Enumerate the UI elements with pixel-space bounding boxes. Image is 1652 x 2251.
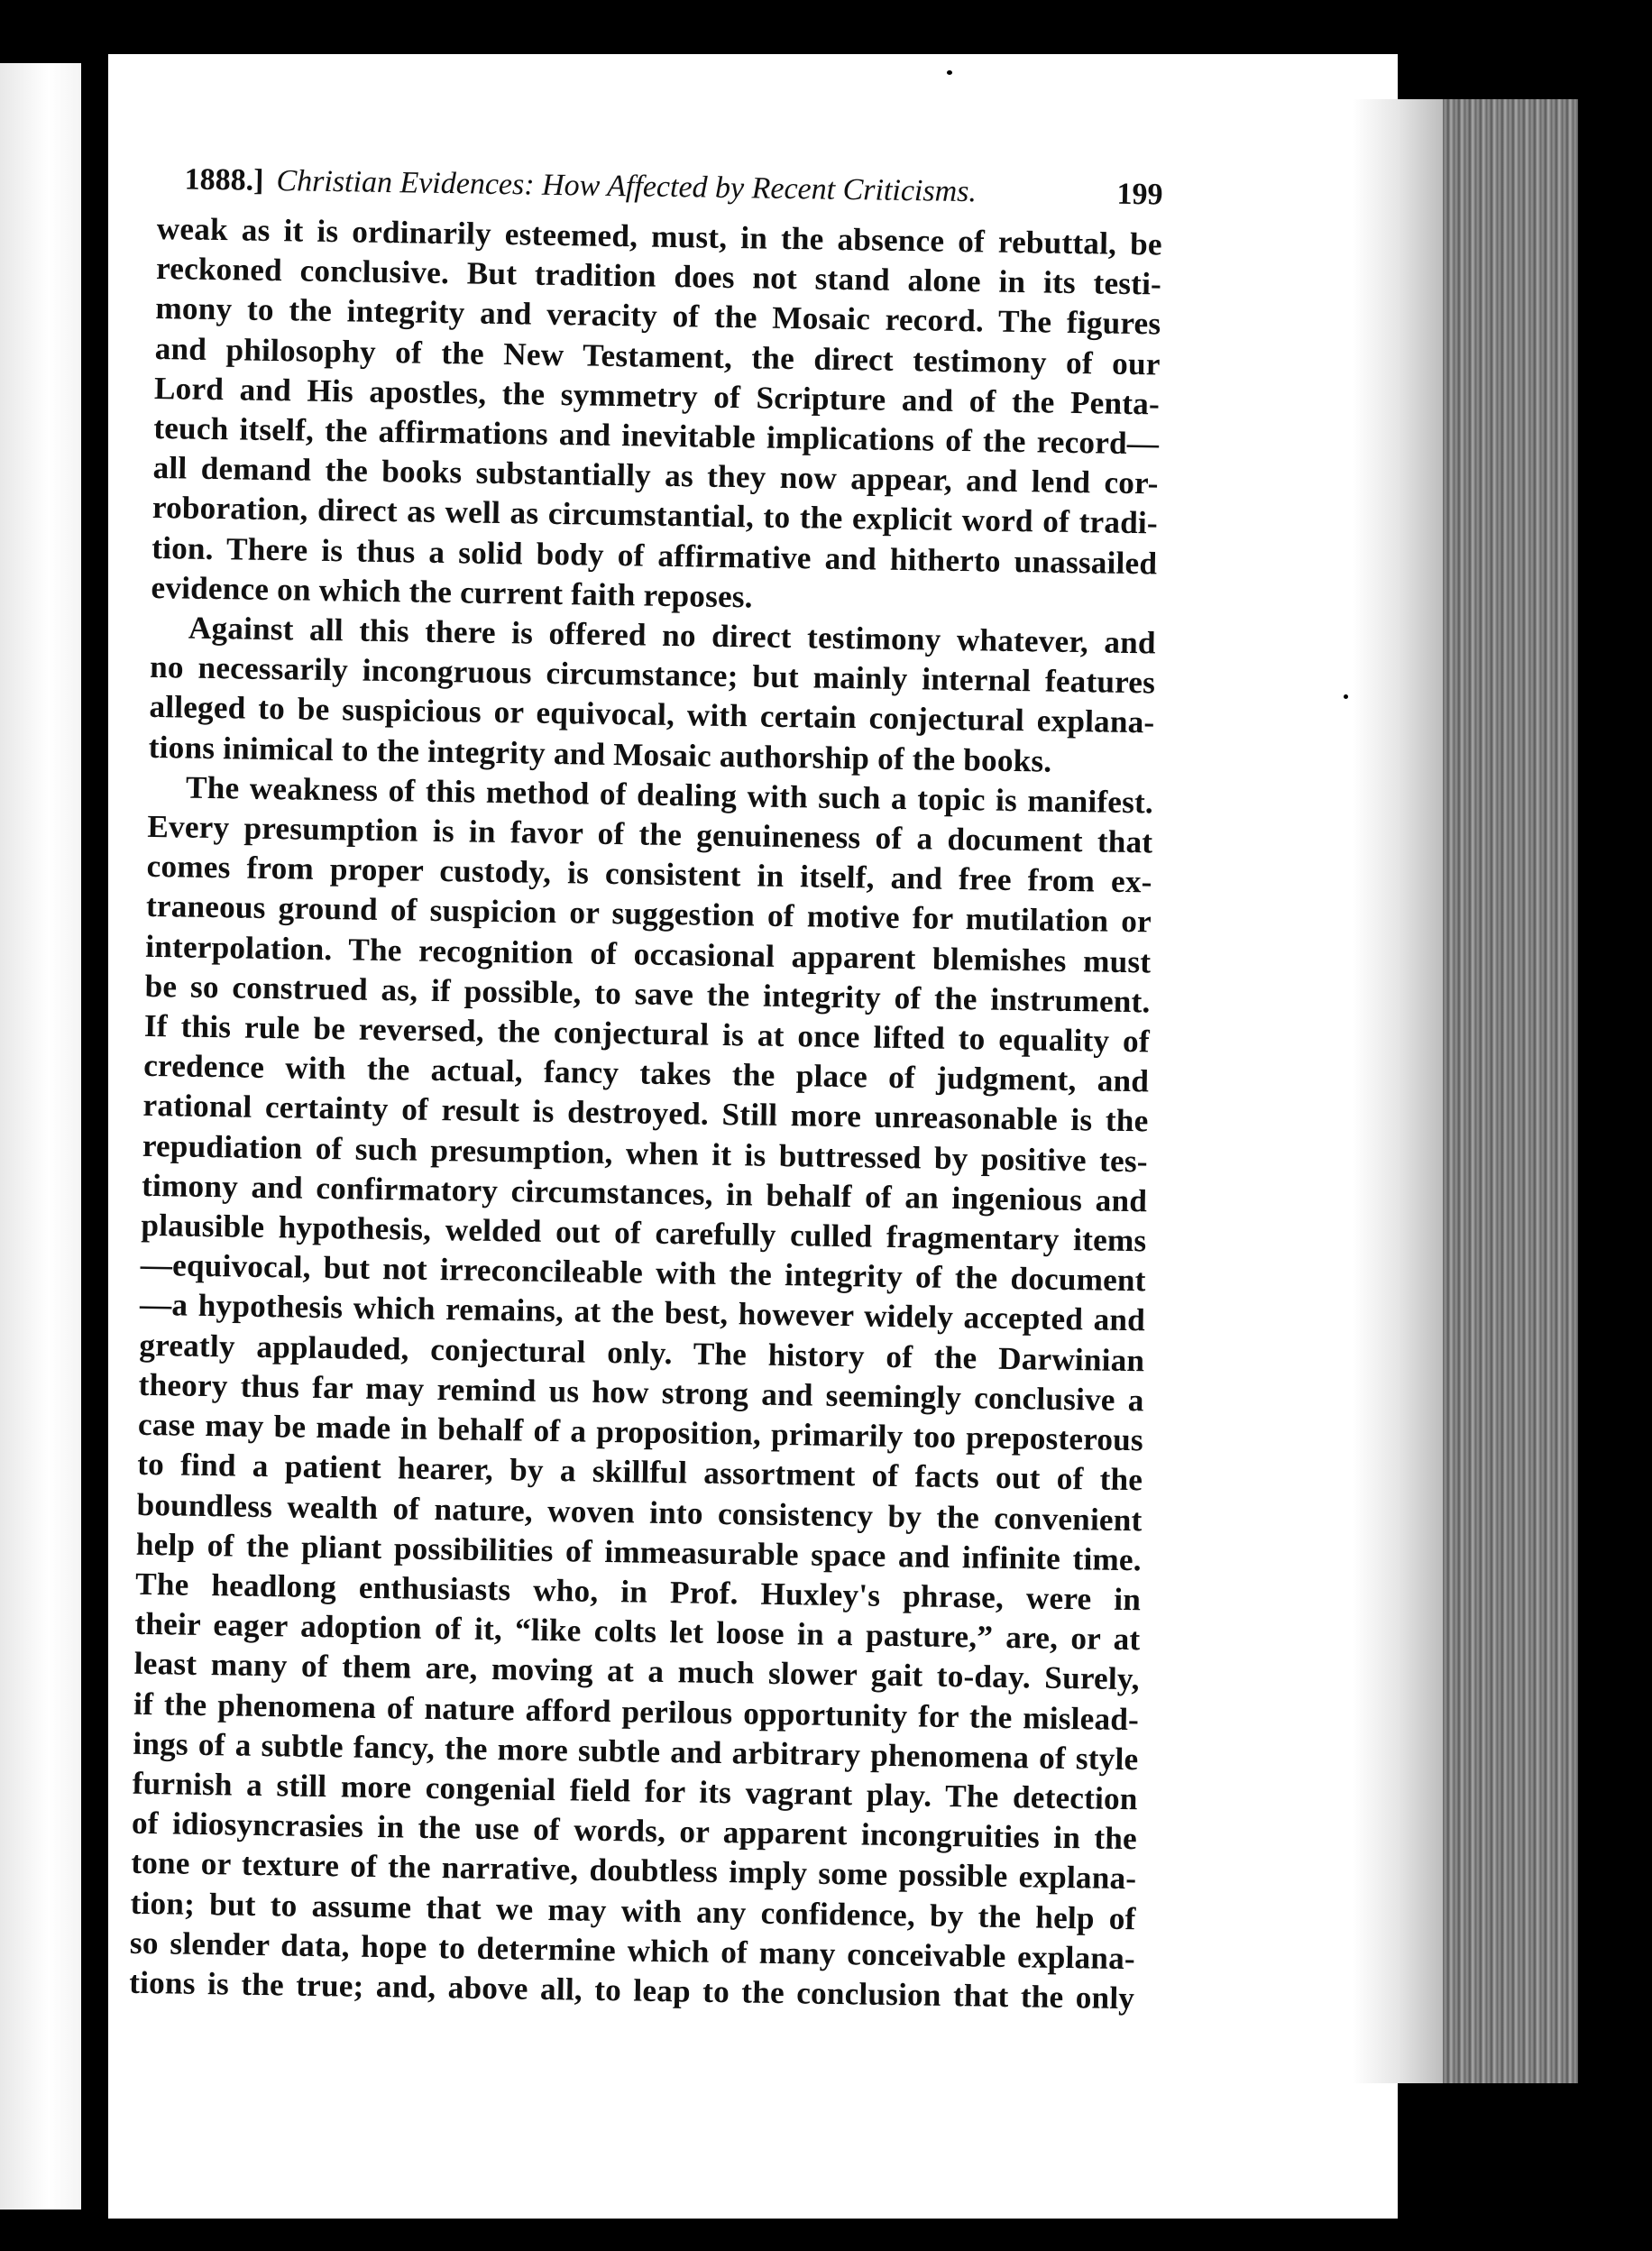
text-line: The weakness of this method of dealing with such a topic is manifest. <box>185 769 1154 821</box>
scan-speck <box>947 70 952 75</box>
text-line: if the phenomena of nature afford perilous opportunity for the mislead- <box>133 1686 1140 1737</box>
text-line: credence with the actual, fancy takes the place of judgment, and <box>142 1048 1150 1099</box>
text-line: their eager adoption of it, “like colts let loose in a pasture,” are, or at <box>134 1605 1141 1658</box>
text-line: rational certainty of result is destroyed. Still more unreasonable is the <box>142 1088 1149 1139</box>
running-head-title: Christian Evidences: How Affected by Recent Criticisms. <box>276 164 977 209</box>
text-line: help of the pliant possibilities of immeasurable space and infinite time. <box>135 1526 1143 1578</box>
text-line: teuch itself, the affirmations and inevitable implications of the record— <box>153 409 1160 462</box>
text-line: comes from proper custody, is consistent in itself, and free from ex- <box>146 849 1152 900</box>
page-number: 199 <box>1116 177 1163 212</box>
text-line: evidence on which the current faith reposes. <box>151 569 754 615</box>
text-line: timony and confirmatory circumstances, in behalf of an ingenious and <box>141 1167 1148 1219</box>
text-line: theory thus far may remind us how strong and seemingly conclusive a <box>138 1366 1144 1419</box>
facing-page-edge <box>0 63 81 2210</box>
text-line: interpolation. The recognition of occasional apparent blemishes must <box>145 928 1152 980</box>
text-line: Every presumption is in favor of the genuineness of a document that <box>147 808 1153 860</box>
text-line: case may be made in behalf of a proposition, primarily too preposterous <box>137 1406 1144 1458</box>
text-line: greatly applauded, conjectural only. The history of the Darwinian <box>139 1327 1145 1379</box>
text-line: boundless wealth of nature, woven into consistency by the convenient <box>136 1486 1143 1538</box>
text-line: —a hypothesis which remains, at the best, however widely accepted and <box>139 1287 1146 1338</box>
text-line: to find a patient hearer, by a skillful assortment of facts out of the <box>137 1447 1143 1498</box>
book-gutter <box>81 0 108 2251</box>
text-line: If this rule be reversed, the conjectural is at once lifted to equality of <box>143 1007 1151 1060</box>
text-line: mony to the integrity and veracity of the Mosaic record. The figures <box>155 290 1161 342</box>
text-line: alleged to be suspicious or equivocal, with certain conjectural explana- <box>149 689 1155 740</box>
text-line: be so construed as, if possible, to save the integrity of the instrument. <box>144 968 1151 1020</box>
scan-speck <box>1344 694 1348 699</box>
text-line: traneous ground of suspicion or suggestion of motive for mutilation or <box>145 888 1152 940</box>
text-line: least many of them are, moving at a much slower gait to-day. Surely, <box>133 1646 1141 1697</box>
running-head-year: 1888.] <box>184 162 264 198</box>
text-line: —equivocal, but not irreconcileable with the integrity of the document <box>140 1247 1146 1299</box>
text-line: tone or texture of the narrative, doubtless imply some possible explana- <box>131 1845 1137 1897</box>
text-line: furnish a still more congenial field for its vagrant play. The detection <box>132 1765 1138 1817</box>
text-line: of idiosyncrasies in the use of words, or apparent incongruities in the <box>131 1805 1138 1857</box>
page-text-block <box>129 162 1163 2018</box>
text-line: weak as it is ordinarily esteemed, must, in the absence of rebuttal, be <box>156 210 1163 262</box>
text-line: all demand the books substantially as they now appear, and lend cor- <box>152 450 1159 501</box>
text-line: so slender data, hope to determine which of many conceivable explana- <box>129 1925 1136 1977</box>
body-text <box>129 209 1162 2018</box>
text-line: tion. There is thus a solid body of affirmative and hitherto unassailed <box>151 529 1158 582</box>
text-line: plausible hypothesis, welded out of carefully culled fragmentary items <box>141 1207 1147 1259</box>
text-line: tions is the true; and, above all, to leap to the conclusion that the only <box>128 1964 1135 2017</box>
page-edge-shading <box>1353 99 1443 2083</box>
text-line: The headlong enthusiasts who, in Prof. Huxley's phrase, were in <box>134 1566 1142 1618</box>
text-line: reckoned conclusive. But tradition does not stand alone in its testi- <box>155 251 1162 302</box>
text-line: tions inimical to the integrity and Mosaic authorship of the books. <box>148 729 1052 779</box>
text-line: Lord and His apostles, the symmetry of Scripture and of the Penta- <box>153 370 1161 422</box>
text-line: ings of a subtle fancy, the more subtle and arbitrary phenomena of style <box>133 1725 1139 1778</box>
text-line: tion; but to assume that we may with any confidence, by the help of <box>130 1885 1136 1936</box>
text-line: roboration, direct as well as circumstantial, to the explicit word of tradi- <box>151 490 1159 541</box>
text-line: no necessarily incongruous circumstance; but mainly internal features <box>149 649 1156 701</box>
text-line: Against all this there is offered no direct testimony whatever, and <box>188 610 1157 661</box>
text-line: and philosophy of the New Testament, the direct testimony of our <box>154 330 1161 382</box>
text-line: repudiation of such presumption, when it is buttressed by positive tes- <box>142 1127 1149 1180</box>
